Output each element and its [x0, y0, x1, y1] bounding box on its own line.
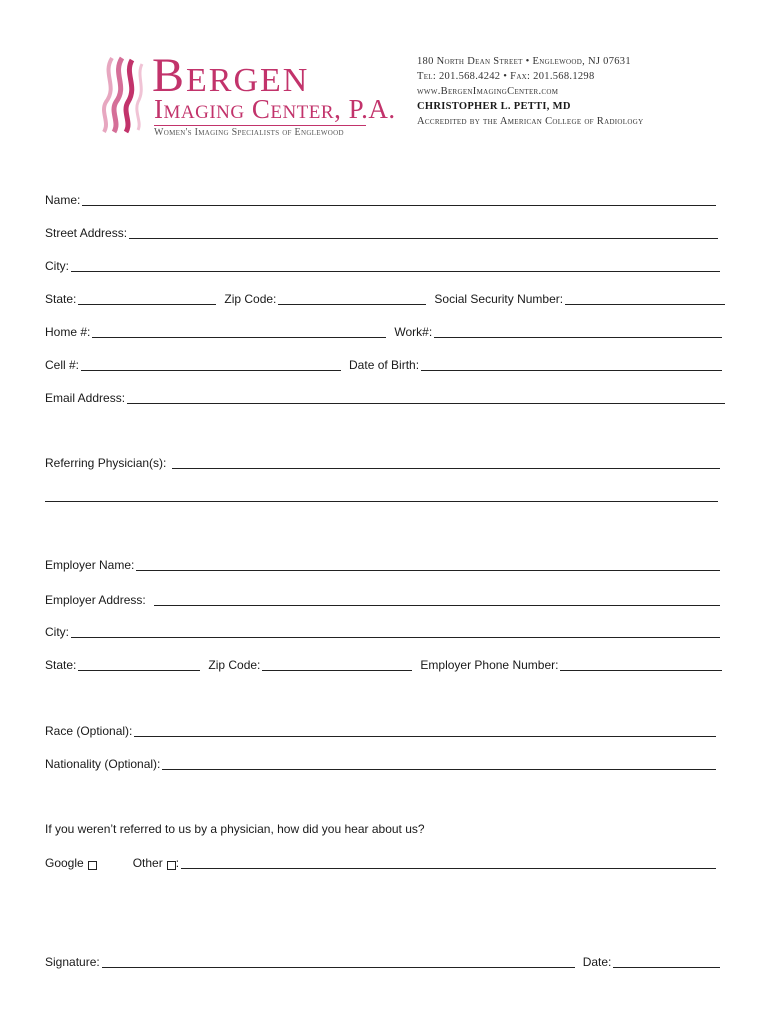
employer-zip-field[interactable] — [262, 659, 412, 671]
logo-icon — [98, 56, 148, 134]
city-field[interactable] — [71, 260, 720, 272]
employer-state-field[interactable] — [78, 659, 200, 671]
other-field[interactable] — [181, 857, 716, 869]
employer-name-row — [45, 556, 722, 572]
other-checkbox[interactable] — [167, 861, 176, 870]
cell-phone-label: Cell #: — [45, 358, 80, 372]
date-of-birth-field[interactable] — [421, 359, 722, 371]
accreditation-line: Accredited by the American College of Radiology — [417, 116, 644, 127]
doctor-name: CHRISTOPHER L. PETTI, MD — [417, 101, 571, 112]
work-phone-field[interactable] — [434, 326, 722, 338]
employer-city-row — [45, 623, 722, 639]
street-address-label: Street Address: — [45, 226, 128, 240]
referring-physician-row — [45, 454, 722, 470]
email-label: Email Address: — [45, 391, 126, 405]
phone-fax-line: Tel: 201.568.4242 • Fax: 201.568.1298 — [417, 71, 595, 82]
employer-zip-label: Zip Code: — [208, 658, 261, 672]
home-phone-field[interactable] — [92, 326, 386, 338]
logo-title: Bergen — [152, 49, 310, 102]
google-checkbox[interactable] — [88, 861, 97, 870]
city-label: City: — [45, 259, 69, 273]
logo-tagline: Women's Imaging Specialists of Englewood — [154, 127, 344, 138]
letterhead-address-block — [417, 54, 643, 129]
employer-phone-field[interactable] — [560, 659, 722, 671]
referring-physician-field[interactable] — [172, 457, 720, 469]
email-field[interactable] — [127, 392, 725, 404]
cell-dob-row — [45, 356, 724, 372]
nationality-label: Nationality (Optional): — [45, 757, 161, 771]
employer-city-field[interactable] — [71, 626, 720, 638]
ssn-field[interactable] — [565, 293, 725, 305]
employer-phone-label: Employer Phone Number: — [420, 658, 559, 672]
nationality-field[interactable] — [162, 758, 716, 770]
cell-phone-field[interactable] — [81, 359, 341, 371]
zip-code-label: Zip Code: — [224, 292, 277, 306]
other-label: Other — [132, 856, 163, 870]
state-zip-ssn-row — [45, 290, 727, 306]
employer-name-label: Employer Name: — [45, 558, 135, 572]
state-field[interactable] — [78, 293, 216, 305]
employer-address-field[interactable] — [154, 594, 720, 606]
signature-field[interactable] — [102, 956, 575, 968]
zip-code-field[interactable] — [278, 293, 426, 305]
employer-state-label: State: — [45, 658, 77, 672]
employer-city-label: City: — [45, 625, 69, 639]
date-label: Date: — [582, 955, 612, 969]
referring-physician-label: Referring Physician(s): — [45, 456, 167, 470]
state-label: State: — [45, 292, 77, 306]
city-row — [45, 257, 722, 273]
work-phone-label: Work#: — [394, 325, 433, 339]
email-row — [45, 389, 727, 405]
street-address-row — [45, 224, 720, 240]
name-label: Name: — [45, 193, 81, 207]
website-line: www.BergenImagingCenter.com — [417, 86, 559, 97]
race-row — [45, 722, 718, 738]
name-field[interactable] — [82, 194, 716, 206]
date-of-birth-label: Date of Birth: — [349, 358, 420, 372]
referring-physician-row-2 — [45, 487, 720, 503]
signature-row — [45, 953, 722, 969]
employer-name-field[interactable] — [136, 559, 720, 571]
home-work-row — [45, 323, 724, 339]
logo-subtitle: Imaging Center, P.A. — [154, 94, 396, 124]
name-row — [45, 191, 718, 207]
home-phone-label: Home #: — [45, 325, 91, 339]
street-address-line: 180 North Dean Street • Englewood, NJ 07631 — [417, 56, 631, 67]
employer-address-row — [45, 591, 722, 607]
referring-physician-field-2[interactable] — [45, 490, 718, 502]
street-address-field[interactable] — [129, 227, 718, 239]
referral-source-row: Google Other : — [45, 854, 718, 870]
nationality-row — [45, 755, 718, 771]
google-label: Google — [45, 856, 84, 870]
signature-label: Signature: — [45, 955, 100, 969]
race-label: Race (Optional): — [45, 724, 133, 738]
date-field[interactable] — [613, 956, 720, 968]
race-field[interactable] — [134, 725, 716, 737]
referral-source-question: If you weren’t referred to us by a physician, how did you hear about us? — [45, 822, 425, 836]
employer-address-label: Employer Address: — [45, 593, 146, 607]
logo-divider — [154, 125, 366, 126]
employer-state-zip-phone-row — [45, 656, 724, 672]
ssn-label: Social Security Number: — [434, 292, 564, 306]
